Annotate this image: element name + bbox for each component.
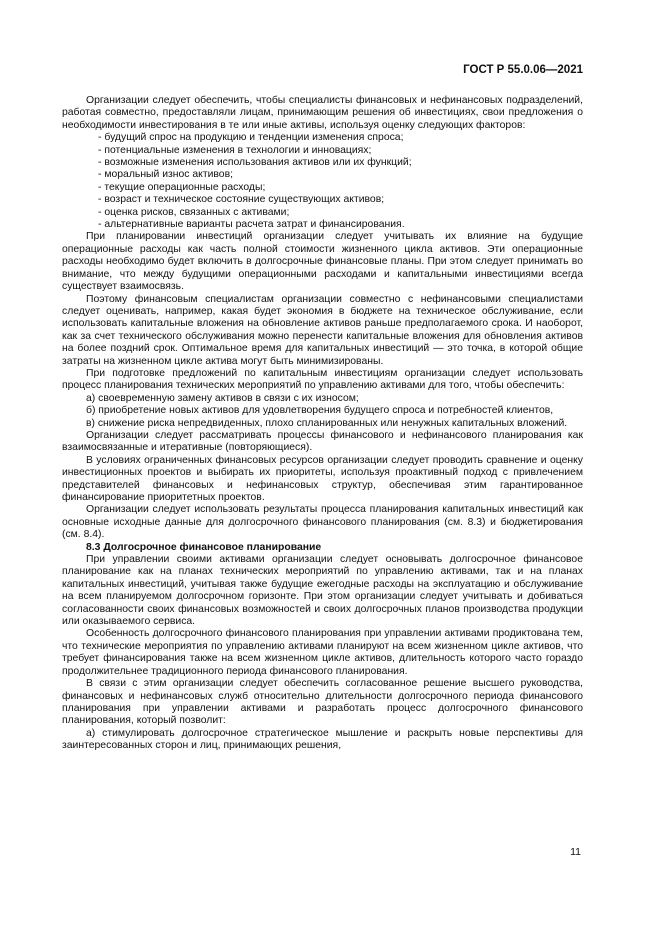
factors-list	[62, 132, 583, 231]
document-id-header: ГОСТ Р 55.0.06—2021	[463, 64, 583, 76]
preparation-paragraph: При подготовке предложений по капитальным инвестициям организации следует использовать процесс планирования технических мероприятий по управлению активами для того, чтобы обеспечить:	[62, 367, 583, 392]
results-paragraph: Организации следует использовать результаты процесса планирования капитальных инвестиций как основные исходные данные для долгосрочного финансового планирования (см. 8.3) и бюджетирования (см. 8.4).	[62, 504, 583, 541]
list-item: а) своевременную замену активов в связи с их износом;	[86, 392, 359, 404]
list-item: б) приобретение новых активов для удовлетворения будущего спроса и потребностей клиентов,	[86, 405, 554, 417]
section-paragraph-2: Особенность долгосрочного финансового планирования при управлении активами продиктована тем, что технические мероприятия по управлению активами планируют на всем жизненном цикле активов, что требует финансирования также на всем жизненном цикле активов, длительность которого часто гораздо продолжительнее традиционного периода финансового планирования.	[62, 628, 583, 677]
list-item: - возможные изменения использования активов или их функций;	[62, 157, 583, 169]
section-heading: 8.3 Долгосрочное финансовое планирование	[86, 541, 322, 553]
planning-paragraph: При планировании инвестиций организации следует учитывать их влияние на будущие операционные расходы как часть полной стоимости жизненного цикла активов. Эти операционные расходы необходимо будет включить в долгосрочные финансовые планы. При этом следует принимать во внимание, что между будущими операционными расходами и капитальными инвестициями всегда существует взаимосвязь.	[62, 231, 583, 293]
page-number: 11	[570, 846, 581, 858]
ensure-list	[62, 393, 583, 430]
therefore-paragraph: Поэтому финансовым специалистам организации совместно с нефинансовыми специалистами следует оценивать, например, какая будет экономия в бюджете на техническое обслуживание, если использовать капитальные вложения на обновление активов раньше предполагаемого срока. И наоборот, как за счет технического обслуживания можно перенести капитальные вложения для обновления активов на более поздний срок. Оптимальное время для капитальных инвестиций — это точка, в которой общие затраты на жизненном цикле актива могут быть минимизированы.	[62, 293, 583, 367]
list-item: - моральный износ активов;	[62, 169, 583, 181]
list-item: - оценка рисков, связанных с активами;	[62, 207, 583, 219]
list-item: - возраст и техническое состояние существующих активов;	[62, 194, 583, 206]
list-item: - альтернативные варианты расчета затрат и финансирования.	[62, 219, 583, 231]
list-item: - потенциальные изменения в технологии и инновациях;	[62, 145, 583, 157]
list-item: - текущие операционные расходы;	[62, 182, 583, 194]
page-content	[62, 95, 583, 753]
section-paragraph-3: В связи с этим организации следует обеспечить согласованное решение высшего руководства, финансовых и нефинансовых служб относительно длительности долгосрочного периода финансового планирования при управлении активами и разработать процесс долгосрочного финансового планирования, который позволит:	[62, 678, 583, 727]
list-item: - будущий спрос на продукцию и тенденции изменения спроса;	[62, 132, 583, 144]
list-item: в) снижение риска непредвиденных, плохо спланированных или ненужных капитальных вложений.	[86, 417, 568, 429]
consider-paragraph: Организации следует рассматривать процессы финансового и нефинансового планирования как взаимосвязанные и итеративные (повторяющиеся).	[62, 429, 583, 454]
intro-paragraph: Организации следует обеспечить, чтобы специалисты финансовых и нефинансовых подразделений, работая совместно, предоставляли лицам, принимающим решения об инвестициях, свои предложения о необходимости инвестирования в те или иные активы, используя оценку следующих факторов:	[62, 95, 583, 131]
list-item: а) стимулировать долгосрочное стратегическое мышление и раскрыть новые перспективы для заинтересованных сторон и лиц, принимающих решения,	[62, 727, 583, 752]
limited-resources-paragraph: В условиях ограниченных финансовых ресурсов организации следует проводить сравнение и оценку инвестиционных проектов и выбирать их приоритеты, используя проактивный подход с привлечением представителей финансовых и нефинансовых структур, обеспечивая этим гарантированное финансирование приоритетных проектов.	[62, 454, 583, 503]
section-paragraph-1: При управлении своими активами организации следует основывать долгосрочное финансовое планирование как на планах технических мероприятий по управлению активами, так и на планах капитальных инвестиций, учитывая также будущие ежегодные расходы на эксплуатацию и обслуживание на всем планируемом долгосрочном горизонте. При этом организации следует учитывать и добиваться согласованности своих финансовых возможностей и своих долгосрочных планов производства продукции или оказываемого сервиса.	[62, 554, 583, 628]
